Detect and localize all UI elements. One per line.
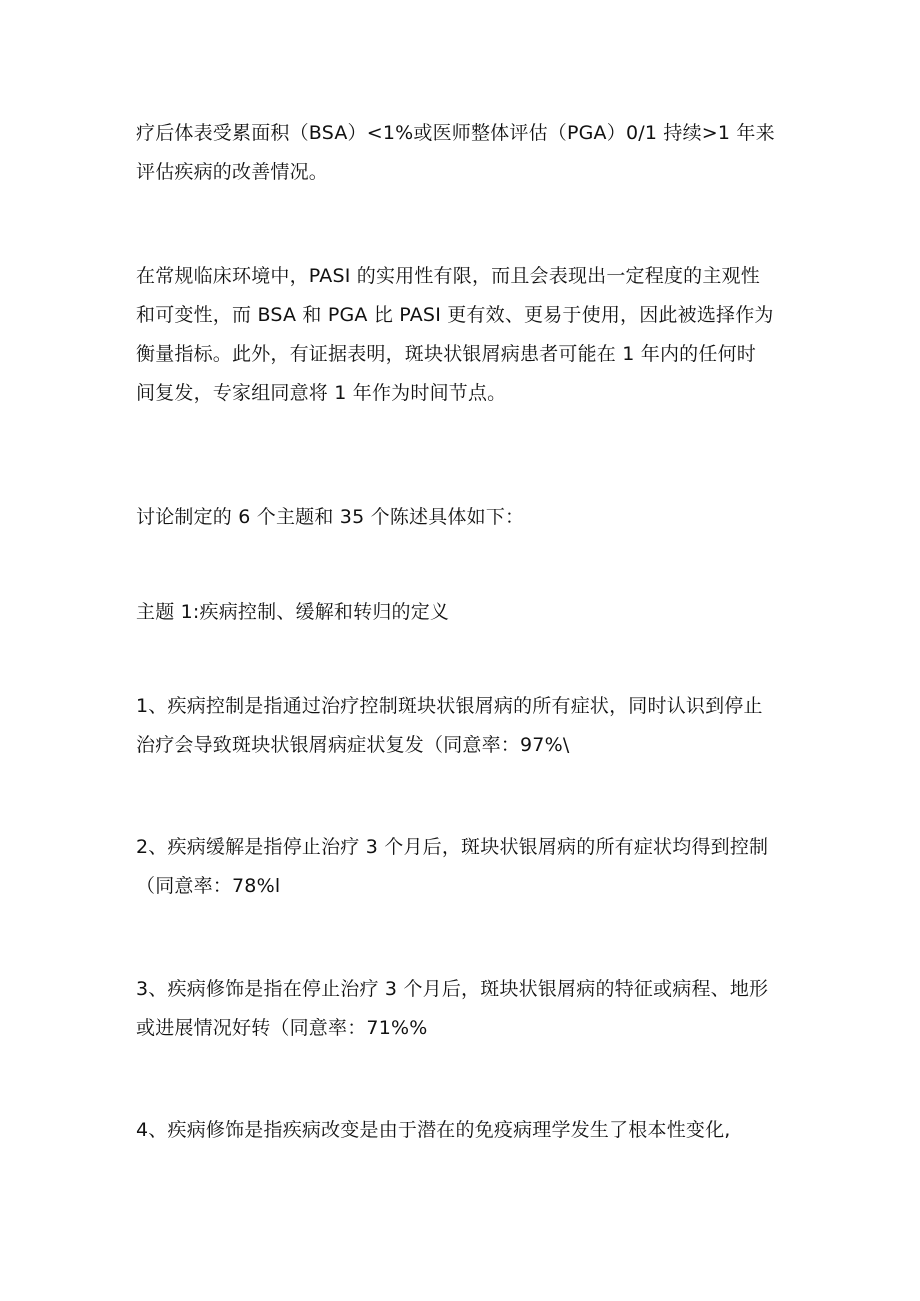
text-line: 衡量指标。此外，有证据表明，斑块状银屑病患者可能在 1 年内的任何时 bbox=[136, 343, 756, 365]
text-line: 主题 1:疾病控制、缓解和转归的定义 bbox=[136, 601, 450, 623]
text-line: 或进展情况好转（同意率：71%% bbox=[136, 1017, 428, 1039]
text-line: 3、疾病修饰是指在停止治疗 3 个月后，斑块状银屑病的特征或病程、地形 bbox=[136, 978, 769, 1000]
statement-1 bbox=[136, 687, 796, 765]
paragraph-bsa-pga-criteria bbox=[136, 114, 796, 192]
text-line: 间复发，专家组同意将 1 年作为时间节点。 bbox=[136, 382, 507, 404]
statement-3 bbox=[136, 970, 796, 1048]
text-line: 在常规临床环境中，PASI 的实用性有限，而且会表现出一定程度的主观性 bbox=[136, 265, 760, 287]
text-line: 4、疾病修饰是指疾病改变是由于潜在的免疫病理学发生了根本性变化, bbox=[136, 1119, 731, 1141]
text-line: 讨论制定的 6 个主题和 35 个陈述具体如下： bbox=[136, 506, 525, 528]
statement-2 bbox=[136, 828, 796, 906]
text-line: 和可变性，而 BSA 和 PGA 比 PASI 更有效、更易于使用，因此被选择作为 bbox=[136, 304, 774, 326]
text-line: （同意率：78%l bbox=[136, 875, 281, 897]
paragraph-topics-intro bbox=[136, 498, 796, 537]
text-line: 治疗会导致斑块状银屑病症状复发（同意率：97%\ bbox=[136, 734, 570, 756]
text-line: 1、疾病控制是指通过治疗控制斑块状银屑病的所有症状，同时认识到停止 bbox=[136, 695, 763, 717]
topic-1-heading bbox=[136, 593, 796, 632]
text-line: 评估疾病的改善情况。 bbox=[136, 161, 329, 183]
text-line: 疗后体表受累面积（BSA）<1%或医师整体评估（PGA）0/1 持续>1 年来 bbox=[136, 122, 775, 144]
paragraph-pasi-limitations bbox=[136, 257, 796, 413]
statement-4 bbox=[136, 1111, 796, 1150]
text-line: 2、疾病缓解是指停止治疗 3 个月后，斑块状银屑病的所有症状均得到控制 bbox=[136, 836, 769, 858]
